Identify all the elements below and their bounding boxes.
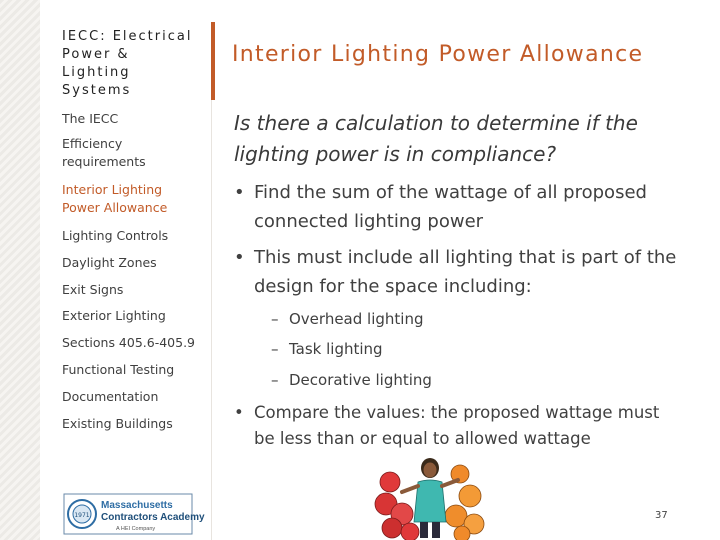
bullet-icon: •	[234, 247, 245, 268]
logo-badge: 1971	[74, 512, 90, 519]
sidebar-item-exit-signs[interactable]: Exit Signs	[62, 282, 124, 297]
sidebar-item-functional-testing[interactable]: Functional Testing	[62, 362, 175, 377]
bullet-text: Compare the values: the proposed wattage must be less than or equal to allowed wattage	[254, 403, 660, 448]
sidebar-item-interior-lighting[interactable]: Interior Lighting Power Allowance	[62, 182, 168, 215]
sub-bullet-item	[271, 371, 432, 389]
bullet-text: This must include all lighting that is part of the design for the space including:	[254, 247, 677, 297]
sub-bullet-text: Task lighting	[289, 340, 383, 358]
bullet-icon: •	[234, 182, 245, 203]
sidebar-item-existing-buildings[interactable]: Existing Buildings	[62, 416, 173, 431]
accent-divider	[211, 22, 215, 100]
panel-divider	[211, 100, 212, 540]
sidebar-item-efficiency-requirements[interactable]: Efficiency requirements	[62, 136, 146, 169]
slide-title: Interior Lighting Power Allowance	[232, 42, 644, 67]
sidebar-item-sections[interactable]: Sections 405.6-405.9	[62, 335, 196, 350]
sub-bullet-text: Decorative lighting	[289, 371, 432, 389]
apples-oranges-clipart-icon	[378, 452, 490, 540]
question-text: Is there a calculation to determine if the lighting power is in compliance?	[234, 111, 638, 166]
sidebar-item-daylight-zones[interactable]: Daylight Zones	[62, 255, 157, 270]
sub-bullet-item	[271, 310, 423, 328]
bullet-icon: •	[234, 403, 244, 422]
decorative-stripe	[0, 0, 40, 540]
academy-logo	[64, 494, 205, 534]
page-number: 37	[655, 510, 668, 521]
sidebar-item-the-iecc[interactable]: The IECC	[62, 111, 119, 126]
dash-icon: –	[271, 310, 279, 328]
logo-line3: A HEI Company	[116, 526, 156, 532]
dash-icon: –	[271, 371, 279, 389]
sub-bullet-text: Overhead lighting	[289, 310, 424, 328]
bullet-item	[234, 243, 684, 301]
sidebar-item-documentation[interactable]: Documentation	[62, 389, 159, 404]
course-title: IECC: Electrical Power & Lighting Systems	[62, 29, 193, 98]
sub-bullet-item	[271, 340, 383, 358]
sidebar-item-lighting-controls[interactable]: Lighting Controls	[62, 228, 169, 243]
bullet-item	[234, 400, 684, 452]
logo-line2: Contractors Academy	[101, 512, 205, 523]
bullet-item	[234, 178, 674, 236]
dash-icon: –	[271, 340, 279, 358]
sidebar-item-exterior-lighting[interactable]: Exterior Lighting	[62, 308, 166, 323]
logo-line1: Massachusetts	[101, 500, 173, 511]
bullet-text: Find the sum of the wattage of all proposed connected lighting power	[254, 182, 647, 232]
